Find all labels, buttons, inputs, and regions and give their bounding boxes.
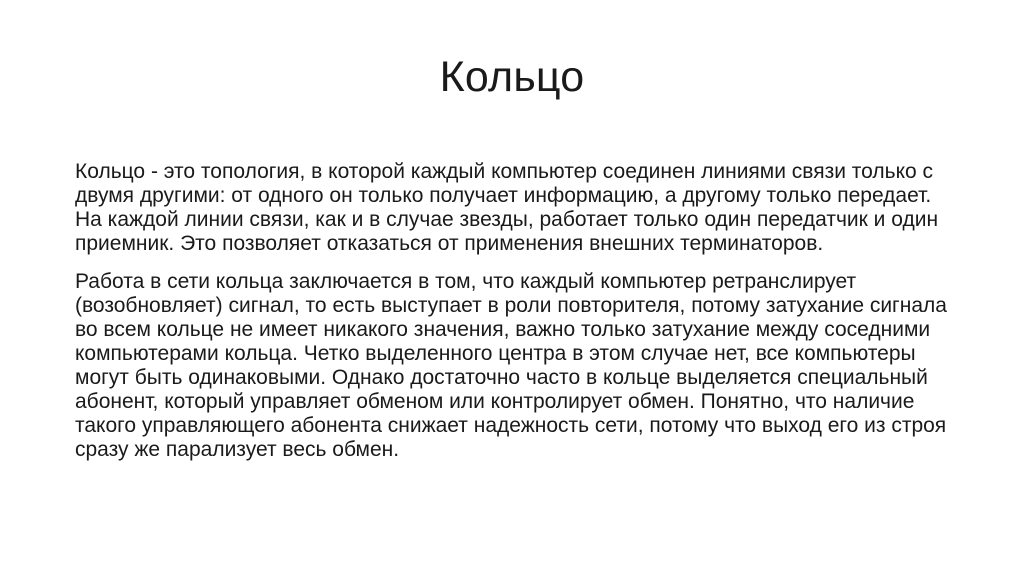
body-paragraph-1: Кольцо - это топология, в которой каждый компьютер соединен линиями связи только с двумя другими: от одного он только получает информацию, а другому только передает. На каждой линии связи, как и в случае звезды, работает только один передатчик и один приемник. Это позволяет отказаться от применения внешних терминаторов.: [75, 160, 939, 255]
slide-title: Кольцо: [439, 53, 585, 101]
body-paragraph-2: Работа в сети кольца заключается в том, что каждый компьютер ретранслирует (возобновляет) сигнал, то есть выступает в роли повторителя, потому затухание сигнала во всем кольце не имеет никакого значения, важно только затухание между соседними компьютерами кольца. Четко выделенного центра в этом случае нет, все компьютеры могут быть одинаковыми. Однако достаточно часто в кольце выделяется специальный абонент, который управляет обменом или контролирует обмен. Понятно, что наличие такого управляющего абонента снижает надежность сети, потому что выход его из строя сразу же парализует весь обмен.: [75, 270, 947, 461]
slide-body: [75, 160, 955, 462]
